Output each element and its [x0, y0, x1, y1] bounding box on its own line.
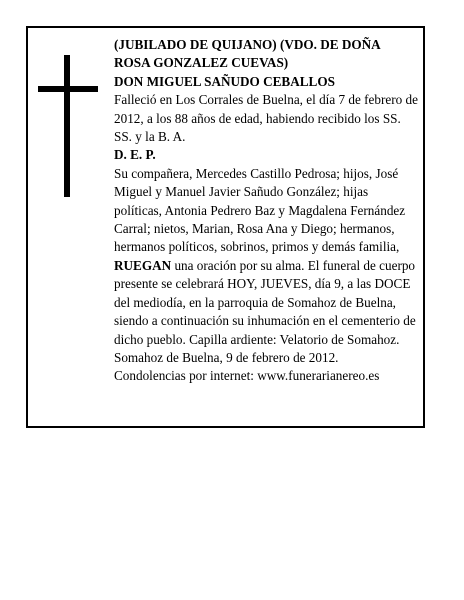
- cross-horizontal-bar: [38, 86, 98, 92]
- ruegan-text: una oración por su alma. El funeral de cuerpo presente se celebrará HOY, JUEVES, día 9, a las DOCE del mediodía, en la parroquia de Somahoz de Buelna, siendo a continuación su inhumación en el cementerio de dicho pueblo. Capilla ardiente: Velatorio de Somahoz.: [114, 257, 416, 347]
- cross-vertical-bar: [64, 55, 70, 197]
- rip-line: D. E. P.: [114, 147, 156, 163]
- cross-icon: [38, 55, 98, 197]
- ruegan-word: RUEGAN: [114, 257, 172, 273]
- place-date: Somahoz de Buelna, 9 de febrero de 2012.: [114, 349, 339, 365]
- obituary-text: [114, 36, 418, 386]
- ruegan-paragraph: [114, 257, 418, 349]
- death-info: Falleció en Los Corrales de Buelna, el día 7 de febrero de 2012, a los 88 años de edad, habiendo recibido los SS. SS. y la B. A.: [114, 92, 418, 145]
- condolences-line: Condolencias por internet: www.funerarianereo.es: [114, 368, 380, 384]
- obituary-heading: (JUBILADO DE QUIJANO) (VDO. DE DOÑA ROSA GONZALEZ CUEVAS): [114, 37, 380, 71]
- family-list: Su compañera, Mercedes Castillo Pedrosa; hijos, José Miguel y Manuel Javier Sañudo González; hijas políticas, Antonia Pedrero Baz y Magdalena Fernández Carral; nietos, Marian, Rosa Ana y Diego; hermanos, hermanos políticos, sobrinos, primos y demás familia,: [114, 165, 406, 255]
- deceased-name: DON MIGUEL SAÑUDO CEBALLOS: [114, 73, 335, 89]
